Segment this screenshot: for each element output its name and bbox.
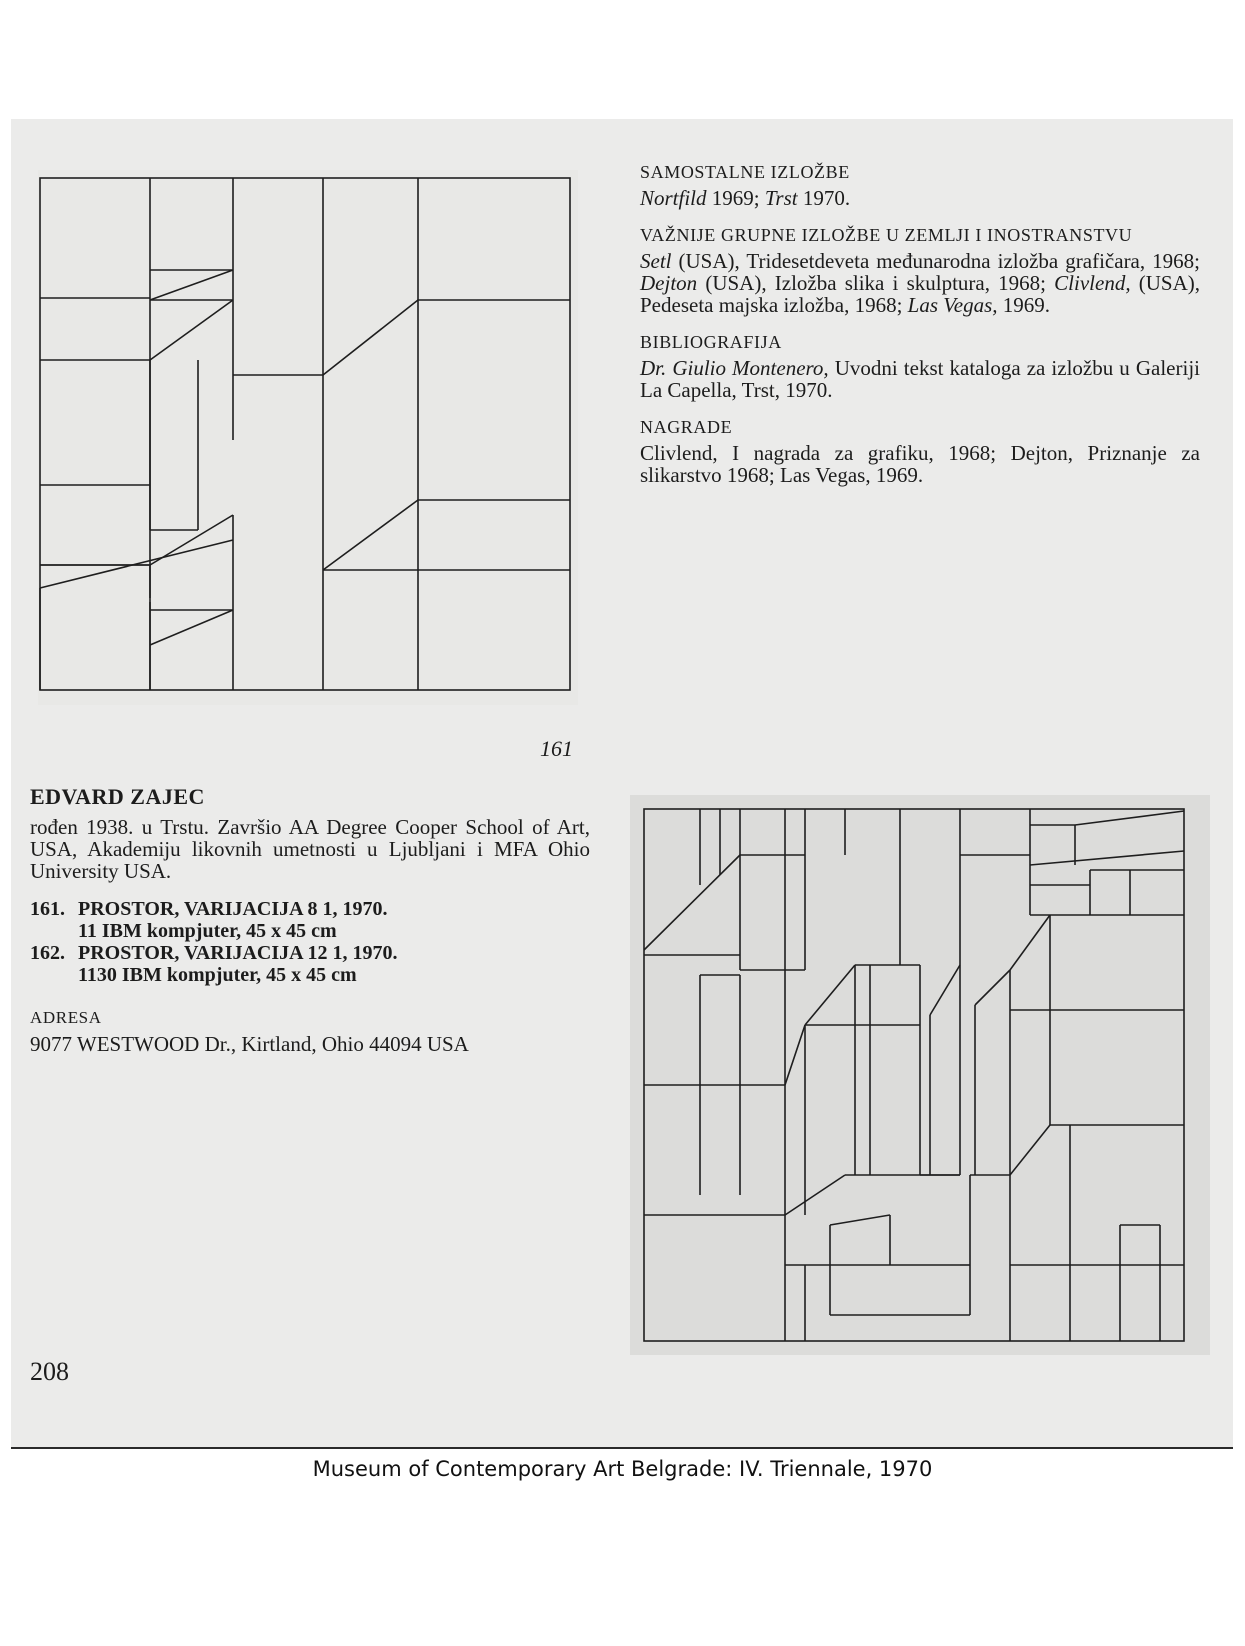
artwork-161-drawing xyxy=(38,170,578,705)
artwork-162 xyxy=(630,795,1210,1355)
group-exhibitions-text: Setl (USA), Tridesetdeveta međunarodna izložba grafičara, 1968; Dejton (USA), Izložba slika i skulptura, 1968; Clivlend, (USA), Pedeseta majska izložba, 1968; Las Vegas, 1969. xyxy=(640,249,1201,317)
address-label: ADRESA xyxy=(30,1008,102,1027)
source-caption: Museum of Contemporary Art Belgrade: IV. Triennale, 1970 xyxy=(312,1457,933,1481)
exhibitions-column xyxy=(640,162,1200,502)
solo-exhibitions-text: Nortfild 1969; Trst 1970. xyxy=(640,186,851,210)
awards-heading: NAGRADE xyxy=(640,417,733,437)
page-bottom-rule xyxy=(11,1447,1233,1449)
work-item: 162. PROSTOR, VARIJACIJA 12 1, 1970. 1130 IBM kompjuter, 45 x 45 cm xyxy=(30,942,398,986)
artwork-161 xyxy=(38,170,578,705)
artwork-162-drawing xyxy=(630,795,1210,1355)
group-exhibitions-heading: VAŽNIJE GRUPNE IZLOŽBE U ZEMLJI I INOSTRANSTVU xyxy=(640,225,1133,245)
artist-column xyxy=(30,784,590,1057)
work-item: 161. PROSTOR, VARIJACIJA 8 1, 1970. 11 IBM kompjuter, 45 x 45 cm xyxy=(30,898,388,942)
figure-number-161: 161 xyxy=(540,736,573,761)
address-text: 9077 WESTWOOD Dr., Kirtland, Ohio 44094 USA xyxy=(30,1032,469,1056)
artist-bio: rođen 1938. u Trstu. Završio AA Degree Cooper School of Art, USA, Akademiju likovnih umetnosti u Ljubljani i MFA Ohio University USA. xyxy=(30,815,590,883)
works-list xyxy=(30,898,590,986)
bibliography-text: Dr. Giulio Montenero, Uvodni tekst kataloga za izložbu u Galeriji La Capella, Trst, 1970. xyxy=(640,356,1200,402)
bibliography-heading: BIBLIOGRAFIJA xyxy=(640,332,782,352)
page-number: 208 xyxy=(30,1357,69,1386)
artist-name: EDVARD ZAJEC xyxy=(30,784,205,809)
solo-exhibitions-heading: SAMOSTALNE IZLOŽBE xyxy=(640,162,850,182)
awards-text: Clivlend, I nagrada za grafiku, 1968; Dejton, Priznanje za slikarstvo 1968; Las Vegas, 1969. xyxy=(640,441,1200,487)
